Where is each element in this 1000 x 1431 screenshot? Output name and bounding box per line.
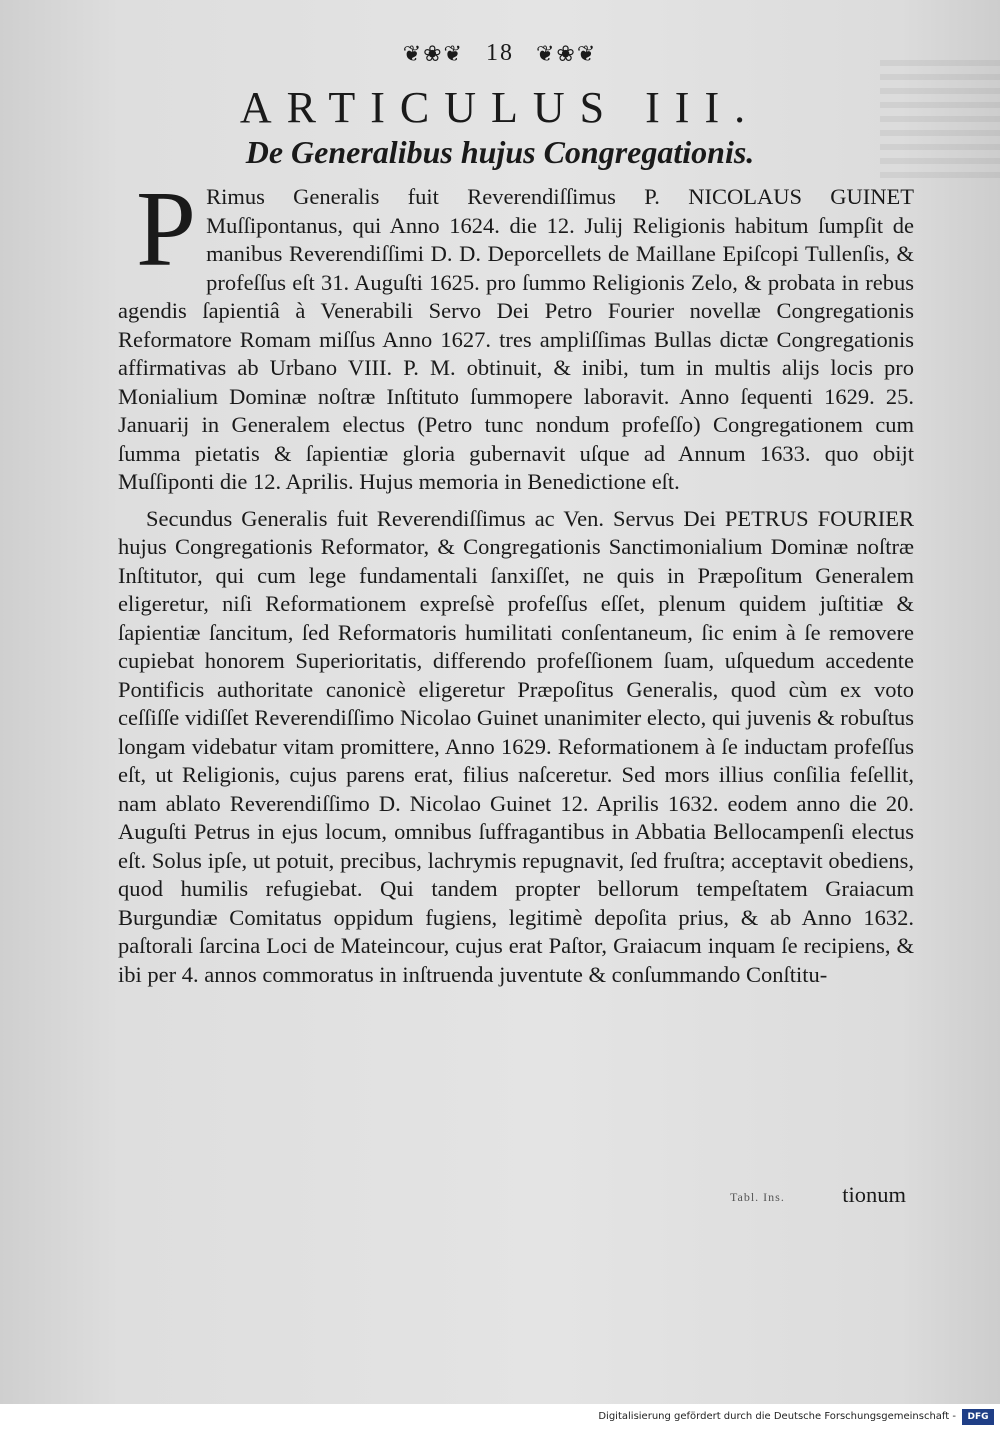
dfg-logo: DFG [962,1409,994,1425]
paragraph-first-general [118,170,914,497]
article-title: ARTICULUS III. [239,83,761,132]
body-text [118,170,914,997]
catchword-line [118,1182,914,1212]
footer-credit: Digitalisierung gefördert durch die Deutsche Forschungsgemeinschaft - [598,1411,956,1422]
paragraph-1-text: Rimus Generalis fuit Reverendiſſimus P. NICOLAUS GUINET Muſſipontanus, qui Anno 1624. die 12. Julij Religionis habitum ſumpſit de manibus Reverendiſſimi D. D. Deporcellets de Maillane Epiſcopi Tullenſis, & profeſſus eſt 31. Auguſti 1625. pro ſummo Religionis Zelo, & probata in rebus agendis ſapientiâ à Venerabili Servo Dei Petro Fourier novellæ Congregationis Reformatore Romam miſſus Anno 1627. tres ampliſſimas Bullas dictæ Congregationis affirmativas ab Urbano VIII. P. M. obtinuit, & inibi, tum in multis alijs locis pro Monialium Dominæ noſtræ Inſtituto ſummopere laboravit. Anno ſequenti 1629. 25. Januarij in Generalem electus (Petro tunc nondum profeſſo) Congregationem cum ſumma pietatis & ſapientiæ gloria gubernavit uſque ad Annum 1633. quo obijt Muſſiponti die 12. Aprilis. Hujus memoria in Benedictione eſt. [118,184,914,494]
running-header [0,40,1000,67]
catchword: tionum [842,1182,906,1207]
signature-mark: Tabl. Ins. [730,1190,785,1204]
drop-cap: P [136,170,197,289]
digitization-footer [0,1404,1000,1431]
ornament-right-icon: ❦❀❦ [536,41,598,67]
ornament-left-icon: ❦❀❦ [402,41,464,67]
article-subtitle: De Generalibus hujus Congregationis. [245,134,755,170]
page-number: 18 [486,40,514,66]
paragraph-second-general: Secundus Generalis fuit Reverendiſſimus ac Ven. Servus Dei PETRUS FOURIER hujus Congregationis Reformator, & Congregationis Sanctimonialium Dominæ noſtræ Inſtitutor, qui cum lege fundamentali ſanxiſſet, ne quis in Præpoſitum Generalem eligeretur, niſi Reformationem expreſsè profeſſus eſſet, plenum quidem juſtitiæ & ſapientiæ ſancitum, ſed Reformatoris humilitati conſentaneum, ſic enim à ſe removere cupiebat honorem Superioritatis, differendo profeſſionem ſuam, uſquedum accedente Pontificis authoritate canonicè eligeretur Præpoſitus Generalis, quod cùm ex voto ceſſiſſe vidiſſet Reverendiſſimo Nicolao Guinet unanimiter electo, qui juvenis & robuſtus longam videbatur vitam promittere, Anno 1629. Reformationem à ſe inductam profeſſus eſt, ut Religionis, cujus parens erat, filius naſceretur. Sed mors illius conſilia feſellit, nam ablato Reverendiſſimo D. Nicolao Guinet 12. Aprilis 1632. eodem anno die 20. Auguſti Petrus in ejus locum, omnibus ſuffragantibus in Abbatia Bellocampenſi electus eſt. Solus ipſe, ut potuit, precibus, lachrymis repugnavit, ſed fruſtra; acceptavit obediens, quod humilis refugiebat. Qui tandem propter bellorum tempeſtatem Graiacum Burgundiæ Comitatus oppidum fugiens, legitimè depoſita prius, & ab Anno 1632. paſtorali ſarcina Loci de Mateincour, cujus erat Paſtor, Graiacum inquam ſe recipiens, & ibi per 4. annos commoratus in inſtruenda juventute & conſummando Conſtitu- [118,505,914,987]
